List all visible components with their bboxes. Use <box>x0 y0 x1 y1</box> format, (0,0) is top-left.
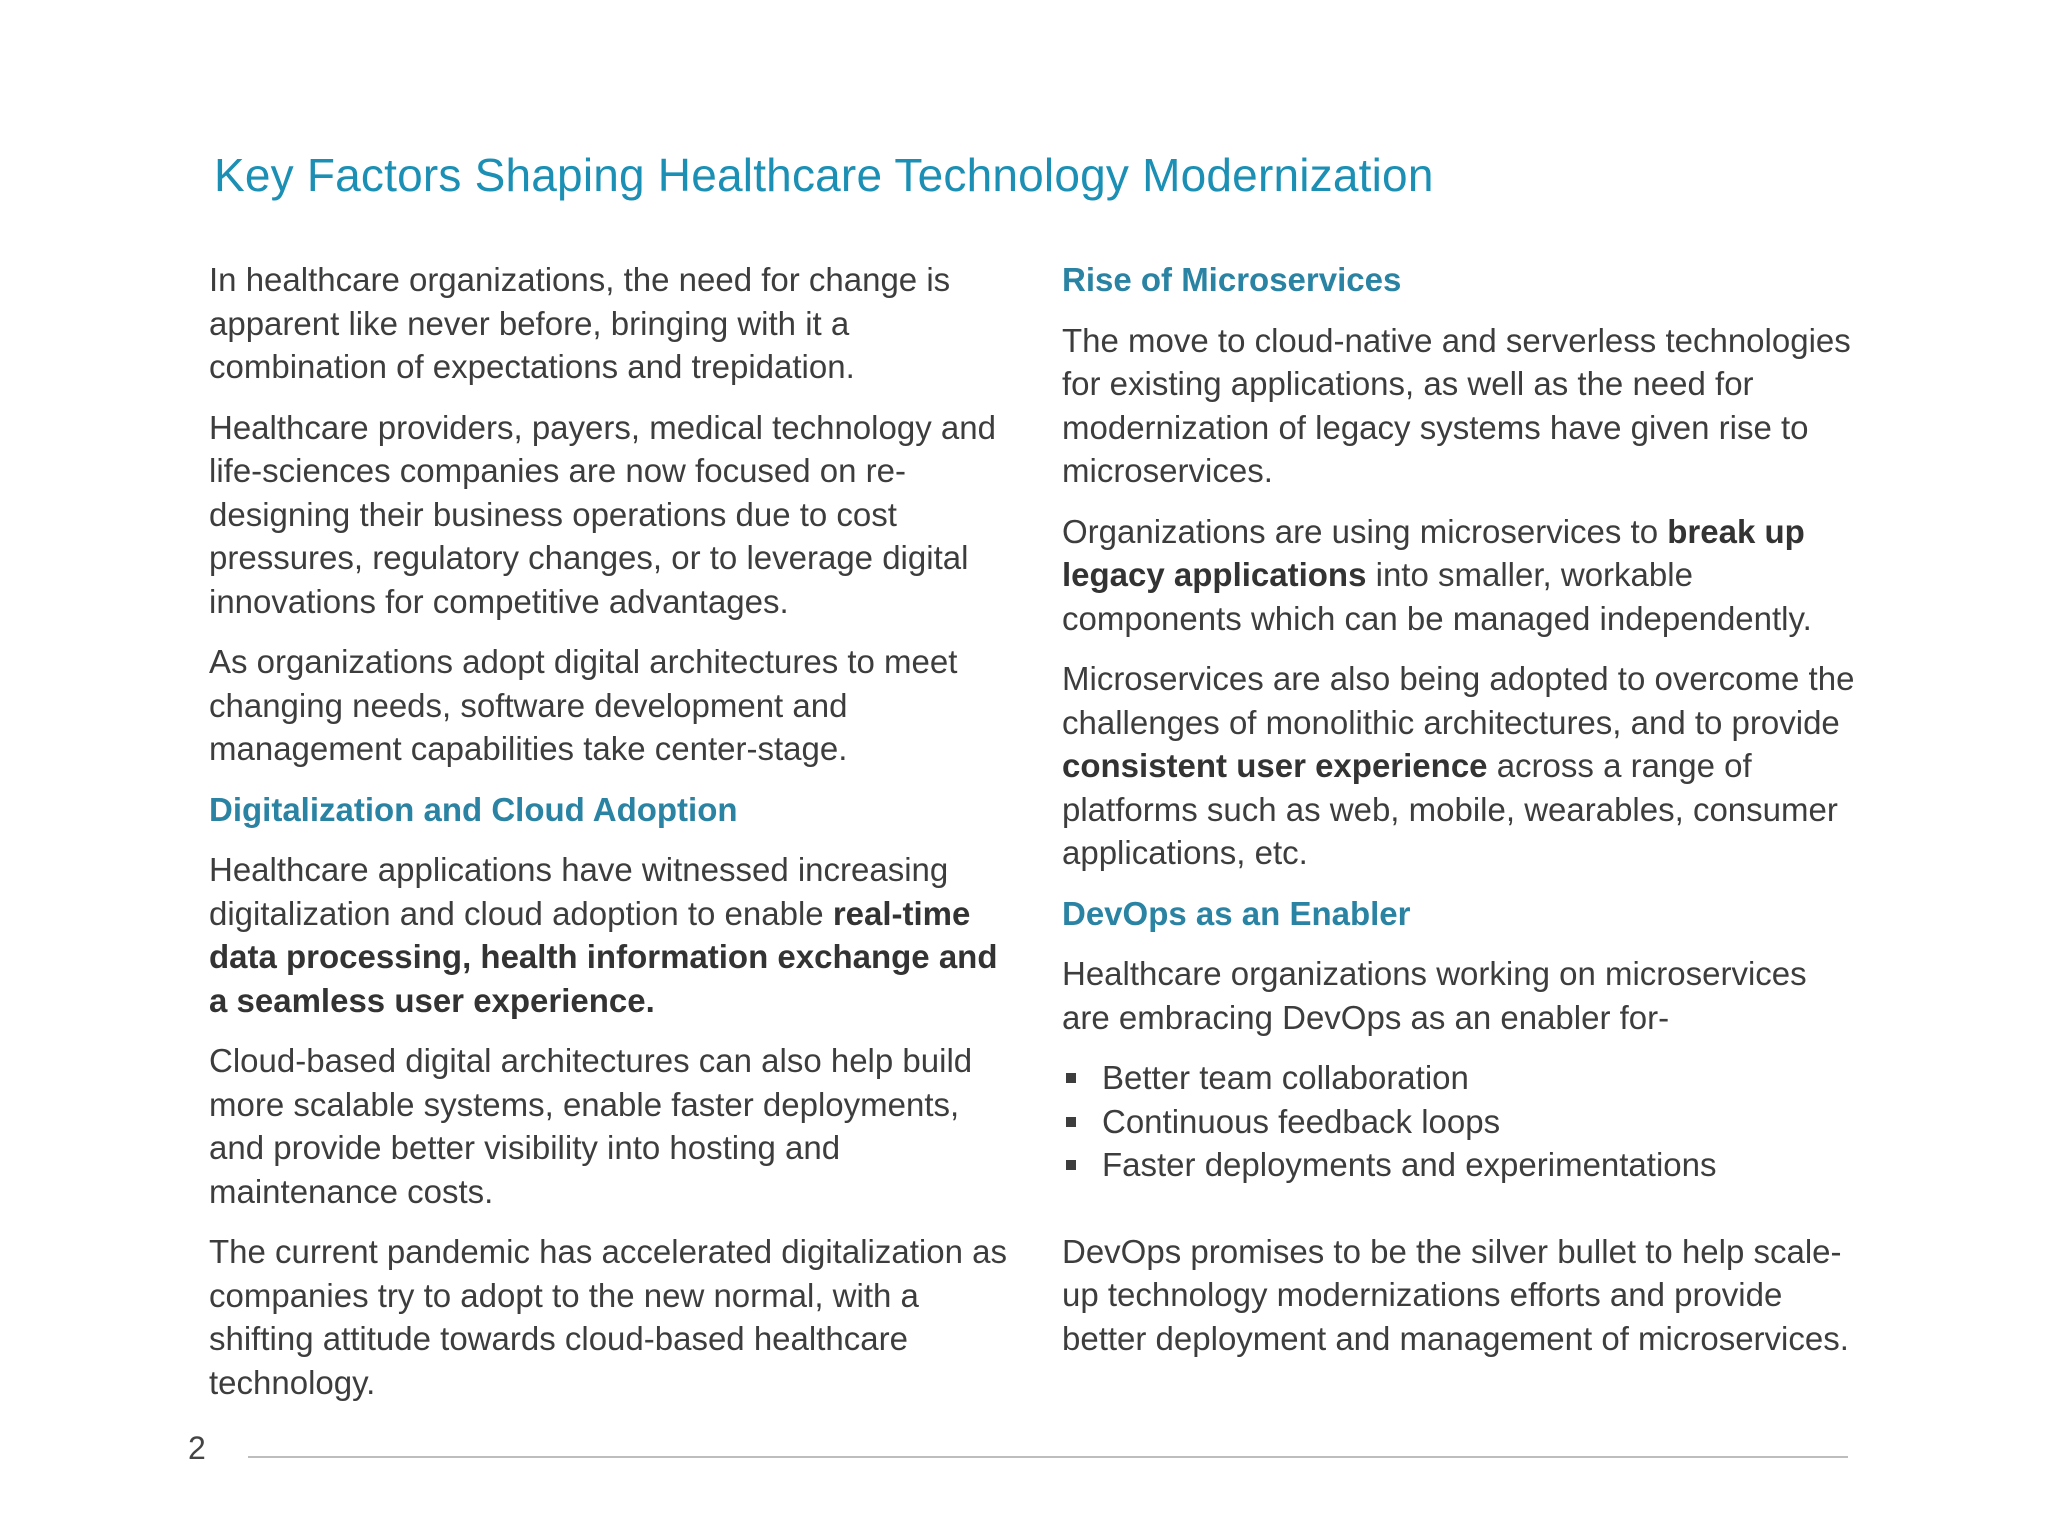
break-up-text-pre: Organizations are using microservices to <box>1062 512 1668 550</box>
page-title: Key Factors Shaping Healthcare Technology Modernization <box>214 149 1434 201</box>
monolithic-bold-text: consistent user experience <box>1062 747 1488 784</box>
footer-divider <box>248 1456 1848 1458</box>
square-bullet-icon <box>1066 1073 1076 1083</box>
left-column <box>209 258 1009 1421</box>
list-item <box>1062 1100 1862 1144</box>
page-number: 2 <box>188 1430 206 1466</box>
pandemic-paragraph: The current pandemic has accelerated digitalization as companies try to adopt to the new normal, with a shifting attitude towards cloud-based healthcare technology. <box>209 1233 1007 1401</box>
right-column <box>1062 258 1862 1377</box>
break-up-bold-text: break up legacy applications <box>1062 512 1805 593</box>
digitalization-bold-text: real-time data processing, health information exchange and a seamless user experience. <box>209 894 998 1019</box>
bullet-text: Continuous feedback loops <box>1102 1102 1501 1140</box>
devops-intro-paragraph: Healthcare organizations working on microservices are embracing DevOps as an enabler for- <box>1062 955 1807 1036</box>
intro-paragraph: In healthcare organizations, the need for change is apparent like never before, bringing with it a combination of expectations and trepidation. <box>209 261 951 385</box>
break-up-text-post: into smaller, workable components which can be managed independently. <box>1062 556 1812 637</box>
devops-heading: DevOps as an Enabler <box>1062 894 1411 932</box>
silver-bullet-paragraph: DevOps promises to be the silver bullet to help scale-up technology modernizations efforts and provide better deployment and management of microservices. <box>1062 1232 1849 1357</box>
break-up-paragraph <box>1062 510 1862 641</box>
digitalization-heading: Digitalization and Cloud Adoption <box>209 790 738 828</box>
architectures-paragraph: As organizations adopt digital architectures to meet changing needs, software development and management capabilities take center-stage. <box>209 643 958 767</box>
list-item <box>1062 1143 1862 1187</box>
monolithic-text-post: across a range of platforms such as web, mobile, wearables, consumer applications, etc. <box>1062 747 1838 871</box>
monolithic-text-pre: Microservices are also being adopted to overcome the challenges of monolithic architectures, and to provide <box>1062 660 1855 741</box>
square-bullet-icon <box>1066 1160 1076 1170</box>
bullet-text: Better team collaboration <box>1102 1059 1469 1096</box>
square-bullet-icon <box>1066 1117 1076 1127</box>
digitalization-paragraph <box>209 848 1009 1022</box>
providers-paragraph: Healthcare providers, payers, medical technology and life-sciences companies are now focused on re-designing their business operations due to cost pressures, regulatory changes, or to leverage digital innovations for competitive advantages. <box>209 408 996 620</box>
cloud-native-paragraph: The move to cloud-native and serverless technologies for existing applications, as well as the need for modernization of legacy systems have given rise to microservices. <box>1062 321 1851 489</box>
list-item <box>1062 1056 1862 1100</box>
cloud-paragraph: Cloud-based digital architectures can also help build more scalable systems, enable faster deployments, and provide better visibility into hosting and maintenance costs. <box>209 1042 973 1210</box>
devops-bullet-list <box>1062 1056 1862 1187</box>
bullet-text: Faster deployments and experimentations <box>1102 1146 1717 1183</box>
microservices-heading: Rise of Microservices <box>1062 261 1402 298</box>
monolithic-paragraph <box>1062 657 1862 875</box>
digitalization-text: Healthcare applications have witnessed increasing digitalization and cloud adoption to enable <box>209 851 949 932</box>
